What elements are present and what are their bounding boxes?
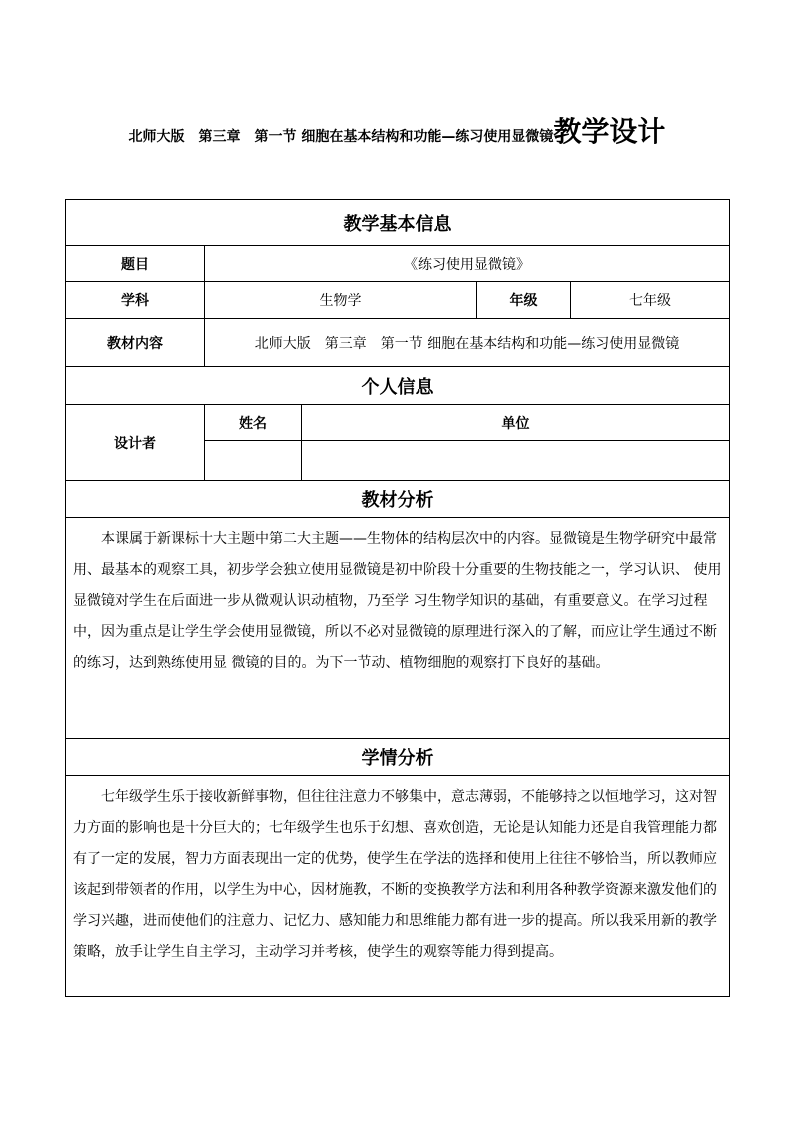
document-title: [0, 110, 794, 150]
student-analysis-heading: 学情分析: [66, 739, 730, 776]
personal-info-heading: 个人信息: [66, 367, 730, 405]
material-content-label: 教材内容: [66, 319, 205, 367]
teaching-design-table: [65, 199, 730, 997]
topic-value: 《练习使用显微镜》: [205, 246, 730, 282]
material-content-value: 北师大版 第三章 第一节 细胞在基本结构和功能—练习使用显微镜: [205, 319, 730, 367]
material-analysis-text: 本课属于新课标十大主题中第二大主题——生物体的结构层次中的内容。显微镜是生物学研究中最常用、最基本的观察工具，初步学会独立使用显微镜是初中阶段十分重要的生物技能之一，学习认识、 使用显微镜对学生在后面进一步从微观认识动植物，乃至学 习生物学知识的基础，有重要意义。在学习过程中，因为重点是让学生学会使用显微镜，所以不必对显微镜的原理进行深入的了解，而应让学生通过不断的练习，达到熟练使用显 微镜的目的。为下一节动、植物细胞的观察打下良好的基础。: [66, 518, 730, 739]
document-title-main: 北师大版 第三章 第一节 细胞在基本结构和功能—练习使用显微镜: [128, 129, 554, 145]
subject-value: 生物学: [205, 282, 477, 319]
grade-value: 七年级: [571, 282, 730, 319]
basic-info-heading: 教学基本信息: [66, 200, 730, 246]
name-label: 姓名: [205, 405, 302, 441]
designer-label: 设计者: [66, 405, 205, 481]
grade-label: 年级: [477, 282, 571, 319]
material-analysis-heading: 教材分析: [66, 481, 730, 518]
unit-label: 单位: [302, 405, 730, 441]
name-value: [205, 441, 302, 481]
subject-label: 学科: [66, 282, 205, 319]
student-analysis-text: 七年级学生乐于接收新鲜事物，但往往注意力不够集中，意志薄弱，不能够持之以恒地学习，这对智力方面的影响也是十分巨大的；七年级学生也乐于幻想、喜欢创造，无论是认知能力还是自我管理能力都有了一定的发展，智力方面表现出一定的优势，使学生在学法的选择和使用上往往不够恰当，所以教师应该起到带领者的作用，以学生为中心，因材施教，不断的变换教学方法和利用各种教学资源来激发他们的学习兴趣，进而使他们的注意力、记忆力、感知能力和思维能力都有进一步的提高。所以我采用新的教学策略，放手让学生自主学习，主动学习并考核，使学生的观察等能力得到提高。: [66, 776, 730, 997]
topic-label: 题目: [66, 246, 205, 282]
document-title-suffix: 教学设计: [553, 115, 666, 148]
unit-value: [302, 441, 730, 481]
